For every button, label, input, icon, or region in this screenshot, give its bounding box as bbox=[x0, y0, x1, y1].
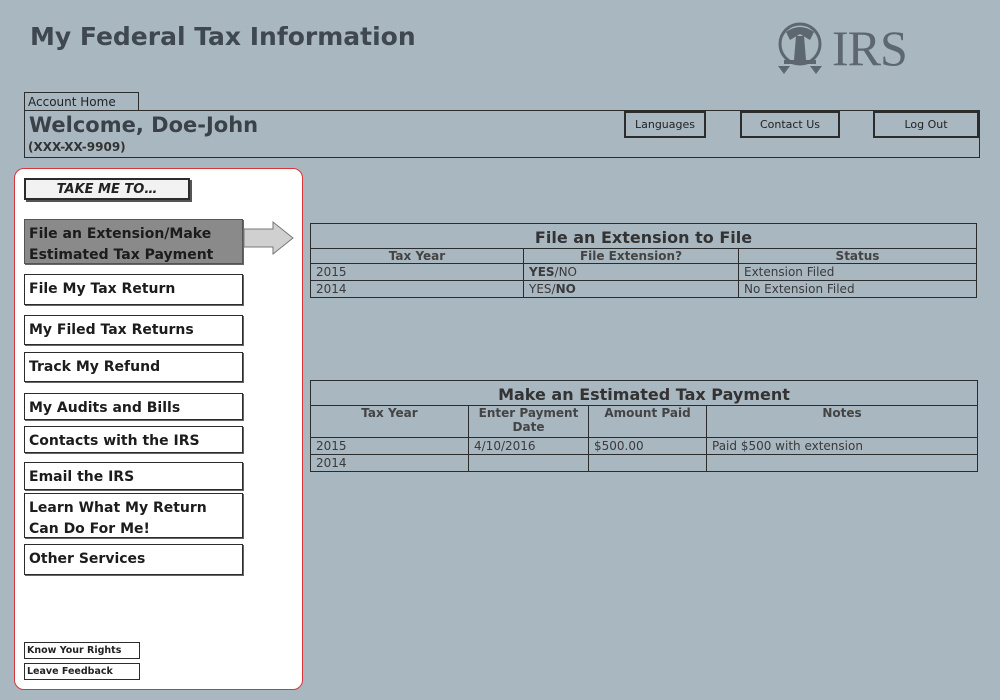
table-row bbox=[311, 281, 977, 298]
column-header: Tax Year bbox=[311, 249, 524, 264]
leave-feedback-link[interactable]: Leave Feedback bbox=[24, 663, 140, 680]
nav-other-services[interactable]: Other Services bbox=[24, 544, 243, 575]
eagle-icon bbox=[770, 20, 830, 78]
amount-paid-cell[interactable] bbox=[589, 455, 707, 472]
nav-contacts-irs[interactable]: Contacts with the IRS bbox=[24, 426, 243, 453]
tab-account-home[interactable]: Account Home bbox=[24, 92, 139, 111]
know-your-rights-link[interactable]: Know Your Rights bbox=[24, 642, 140, 659]
take-me-to-heading: TAKE ME TO… bbox=[24, 178, 190, 200]
column-header: Status bbox=[739, 249, 977, 264]
ssn-masked: (XXX-XX-9909) bbox=[28, 140, 126, 154]
column-header: File Extension? bbox=[524, 249, 739, 264]
notes-cell: Paid $500 with extension bbox=[707, 438, 978, 455]
choice-separator: / bbox=[551, 282, 556, 296]
irs-logo[interactable] bbox=[770, 20, 940, 80]
status-cell: Extension Filed bbox=[739, 264, 977, 281]
page-title: My Federal Tax Information bbox=[30, 22, 416, 51]
log-out-button[interactable]: Log Out bbox=[873, 111, 979, 138]
extension-table bbox=[310, 223, 977, 298]
languages-button[interactable]: Languages bbox=[624, 111, 706, 138]
amount-paid-cell[interactable]: $500.00 bbox=[589, 438, 707, 455]
nav-audits-bills[interactable]: My Audits and Bills bbox=[24, 393, 243, 420]
payment-date-input[interactable]: 4/10/2016 bbox=[469, 438, 589, 455]
status-cell: No Extension Filed bbox=[739, 281, 977, 298]
contact-us-button[interactable]: Contact Us bbox=[740, 111, 840, 138]
choice-separator: / bbox=[554, 265, 559, 279]
extension-table-title: File an Extension to File bbox=[311, 224, 977, 249]
extension-choice[interactable] bbox=[524, 264, 739, 281]
no-option[interactable]: NO bbox=[558, 265, 577, 279]
logo-text: IRS bbox=[832, 20, 907, 76]
tax-year-cell: 2014 bbox=[311, 455, 469, 472]
payment-date-input[interactable] bbox=[469, 455, 589, 472]
column-header: Notes bbox=[707, 406, 978, 438]
nav-file-my-tax-return[interactable]: File My Tax Return bbox=[24, 274, 243, 305]
no-option[interactable]: NO bbox=[555, 282, 576, 296]
payment-table bbox=[310, 380, 978, 472]
arrow-right-icon bbox=[243, 220, 295, 256]
nav-learn-return[interactable]: Learn What My Return Can Do For Me! bbox=[24, 493, 243, 538]
tax-year-cell: 2015 bbox=[311, 438, 469, 455]
tax-year-cell: 2015 bbox=[311, 264, 524, 281]
column-header: Amount Paid bbox=[589, 406, 707, 438]
yes-option[interactable]: YES bbox=[529, 265, 555, 279]
column-header: Tax Year bbox=[311, 406, 469, 438]
table-row bbox=[311, 264, 977, 281]
yes-option[interactable]: YES bbox=[529, 282, 552, 296]
tax-year-cell: 2014 bbox=[311, 281, 524, 298]
table-row bbox=[311, 438, 978, 455]
column-header: Enter Payment Date bbox=[469, 406, 589, 438]
nav-file-extension[interactable]: File an Extension/Make Estimated Tax Payment bbox=[24, 219, 243, 264]
nav-email-irs[interactable]: Email the IRS bbox=[24, 462, 243, 490]
extension-choice[interactable] bbox=[524, 281, 739, 298]
welcome-text: Welcome, Doe-John bbox=[29, 113, 259, 137]
payment-table-title: Make an Estimated Tax Payment bbox=[311, 381, 978, 406]
nav-my-filed-returns[interactable]: My Filed Tax Returns bbox=[24, 315, 243, 345]
nav-track-refund[interactable]: Track My Refund bbox=[24, 352, 243, 382]
notes-cell bbox=[707, 455, 978, 472]
table-row bbox=[311, 455, 978, 472]
